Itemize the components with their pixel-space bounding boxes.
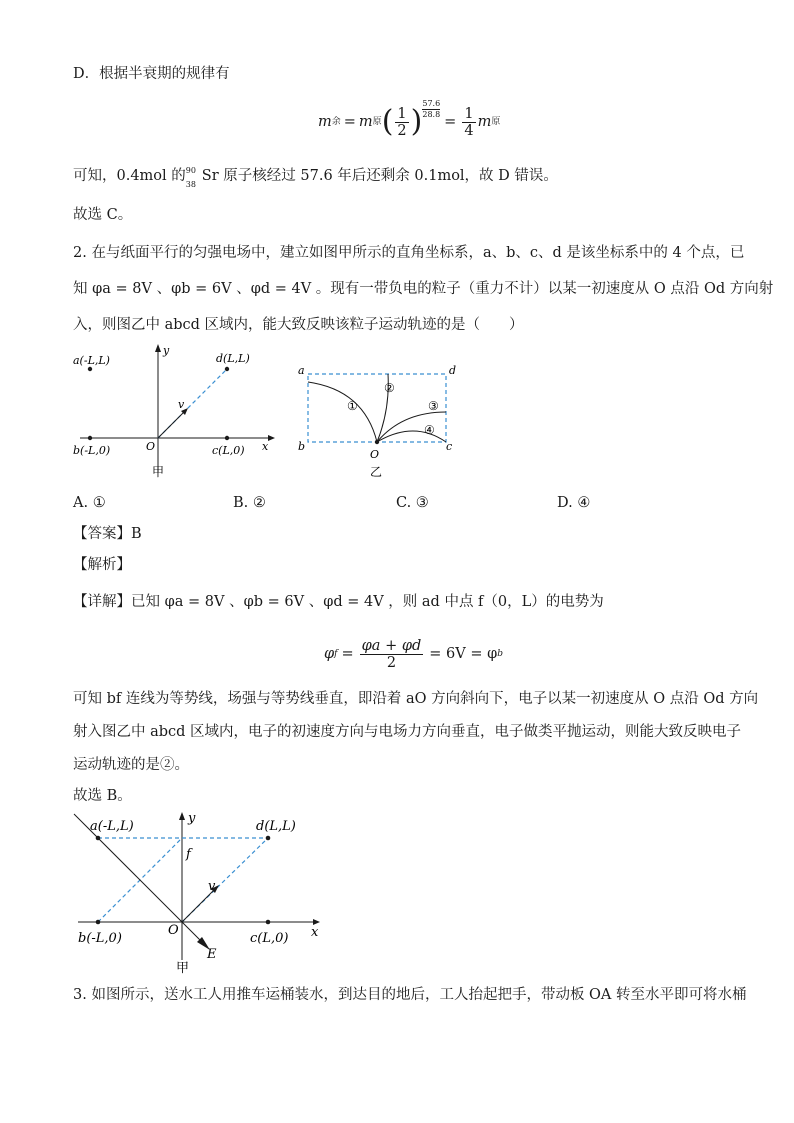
option-c[interactable]: C. ③	[396, 495, 429, 511]
label-b-2: b(-L,0)	[78, 931, 122, 946]
label-a-2: a(-L,L)	[90, 819, 134, 834]
choose-b-text: 故选 B。	[73, 788, 132, 804]
formula-sub-orig-2: 原	[491, 117, 501, 127]
formula-half-frac: $\frac{1}{2}$	[397, 105, 407, 139]
option-a[interactable]: A. ①	[73, 495, 106, 511]
label-O-2: O	[168, 923, 179, 938]
formula-quarter-frac: $\frac{1}{4}$	[464, 105, 474, 139]
formula-eq-1: =	[343, 114, 356, 130]
formula-m: m	[318, 114, 332, 130]
choose-c-text: 故选 C。	[73, 207, 133, 223]
label-O: O	[146, 440, 156, 453]
label-c-yi: c	[446, 440, 453, 453]
analysis-label: 【解析】	[73, 557, 131, 573]
d-rule-text: D．根据半衰期的规律有	[73, 66, 230, 82]
label-x-2: x	[311, 925, 319, 940]
half-life-formula	[318, 100, 500, 144]
point-b	[88, 436, 92, 440]
point-d	[225, 367, 229, 371]
formula-sub-orig: 原	[372, 117, 382, 127]
point-O-yi	[375, 440, 379, 444]
q2-line-2: 知 φa = 8V 、φb = 6V 、φd = 4V 。现有一带负电的粒子（重力不计）以某一初速度从 O 点沿 Od 方向射	[73, 281, 774, 297]
label-y-2: y	[188, 811, 196, 826]
x-axis-arrow	[268, 435, 275, 441]
path-4	[377, 431, 446, 442]
label-d-yi: d	[449, 364, 457, 377]
explanation-line-3: 运动轨迹的是②。	[73, 757, 189, 773]
label-path-1: ①	[347, 399, 358, 413]
detail-line: 【详解】已知 φa = 8V 、φb = 6V 、φd = 4V ，则 ad 中点 f（0，L）的电势为	[73, 594, 604, 610]
label-path-2: ②	[384, 381, 395, 395]
formula-m-3: m	[477, 114, 492, 130]
explanation-line-2: 射入图乙中 abcd 区域内，电子的初速度方向与电场力方向垂直，电子做类平抛运动，则能大致反映电子	[73, 724, 742, 740]
velocity-vector	[158, 410, 186, 438]
q2-line-1: 2. 在与纸面平行的匀强电场中，建立如图甲所示的直角坐标系，a、b、c、d 是该坐标系中的 4 个点，已	[73, 245, 745, 261]
formula-sub-remain: 余	[331, 117, 341, 127]
figure-jia-solution	[68, 808, 328, 976]
label-c: c(L,0)	[212, 444, 245, 457]
figure-yi	[292, 360, 467, 480]
label-a: a(-L,L)	[73, 354, 110, 367]
label-v: v	[178, 398, 185, 411]
q2-line-3: 入，则图乙中 abcd 区域内，能大致反映该粒子运动轨迹的是（ ）	[73, 317, 524, 333]
label-a-yi: a	[298, 364, 305, 377]
label-c-2: c(L,0)	[250, 931, 289, 946]
path-3	[377, 412, 446, 442]
potential-formula: φ f = $\frac{\varphi a + \varphi d}{2}$ = 6V = φ b	[324, 637, 504, 671]
point-b-2	[96, 920, 101, 925]
potential-frac: $\frac{\varphi a + \varphi d}{2}$	[361, 637, 422, 671]
option-b[interactable]: B. ②	[233, 495, 266, 511]
formula-paren-close: )	[410, 104, 423, 139]
label-O-yi: O	[370, 448, 380, 461]
explanation-line-1: 可知 bf 连线为等势线，场强与等势线垂直，即沿着 aO 方向斜向下，电子以某一初速度从 O 点沿 Od 方向	[73, 691, 759, 707]
formula-m-2: m	[358, 114, 373, 130]
y-axis-arrow	[155, 344, 161, 352]
y-axis-arrow-2	[179, 812, 185, 820]
point-d-2	[266, 836, 271, 841]
conclusion-text: 可知，0.4mol 的 90 38 Sr 原子核经过 57.6 年后还剩余 0.1mol，故 D 错误。	[73, 166, 558, 189]
point-c-2	[266, 920, 271, 925]
caption-jia: 甲	[152, 465, 165, 479]
option-d[interactable]: D. ④	[557, 495, 591, 511]
answer-text: 【答案】B	[73, 526, 142, 542]
caption-yi: 乙	[370, 465, 383, 479]
point-a-2	[96, 836, 101, 841]
point-c	[225, 436, 229, 440]
label-E: E	[207, 947, 217, 962]
formula-eq-2: =	[444, 114, 457, 130]
label-f: f	[186, 847, 191, 862]
label-b: b(-L,0)	[73, 444, 111, 457]
label-path-4: ④	[424, 423, 435, 437]
figure-jia	[70, 342, 280, 482]
label-x: x	[262, 440, 269, 453]
label-v-2: v	[208, 879, 216, 894]
q3-line-1: 3. 如图所示，送水工人用推车运桶装水，到达目的地后，工人抬起把手，带动板 OA 转至水平即可将水桶	[73, 987, 747, 1003]
label-path-3: ③	[428, 399, 439, 413]
isotope-notation: 90 38	[185, 166, 196, 189]
caption-jia-2: 甲	[176, 961, 190, 976]
label-y: y	[163, 344, 170, 357]
path-1	[308, 382, 377, 442]
label-d-2: d(L,L)	[256, 819, 296, 834]
label-d: d(L,L)	[216, 352, 250, 365]
formula-exponent: $\frac{57.6}{28.8}$	[422, 98, 441, 119]
formula-paren-open: (	[381, 104, 394, 139]
point-a	[88, 367, 92, 371]
label-b-yi: b	[298, 440, 306, 453]
